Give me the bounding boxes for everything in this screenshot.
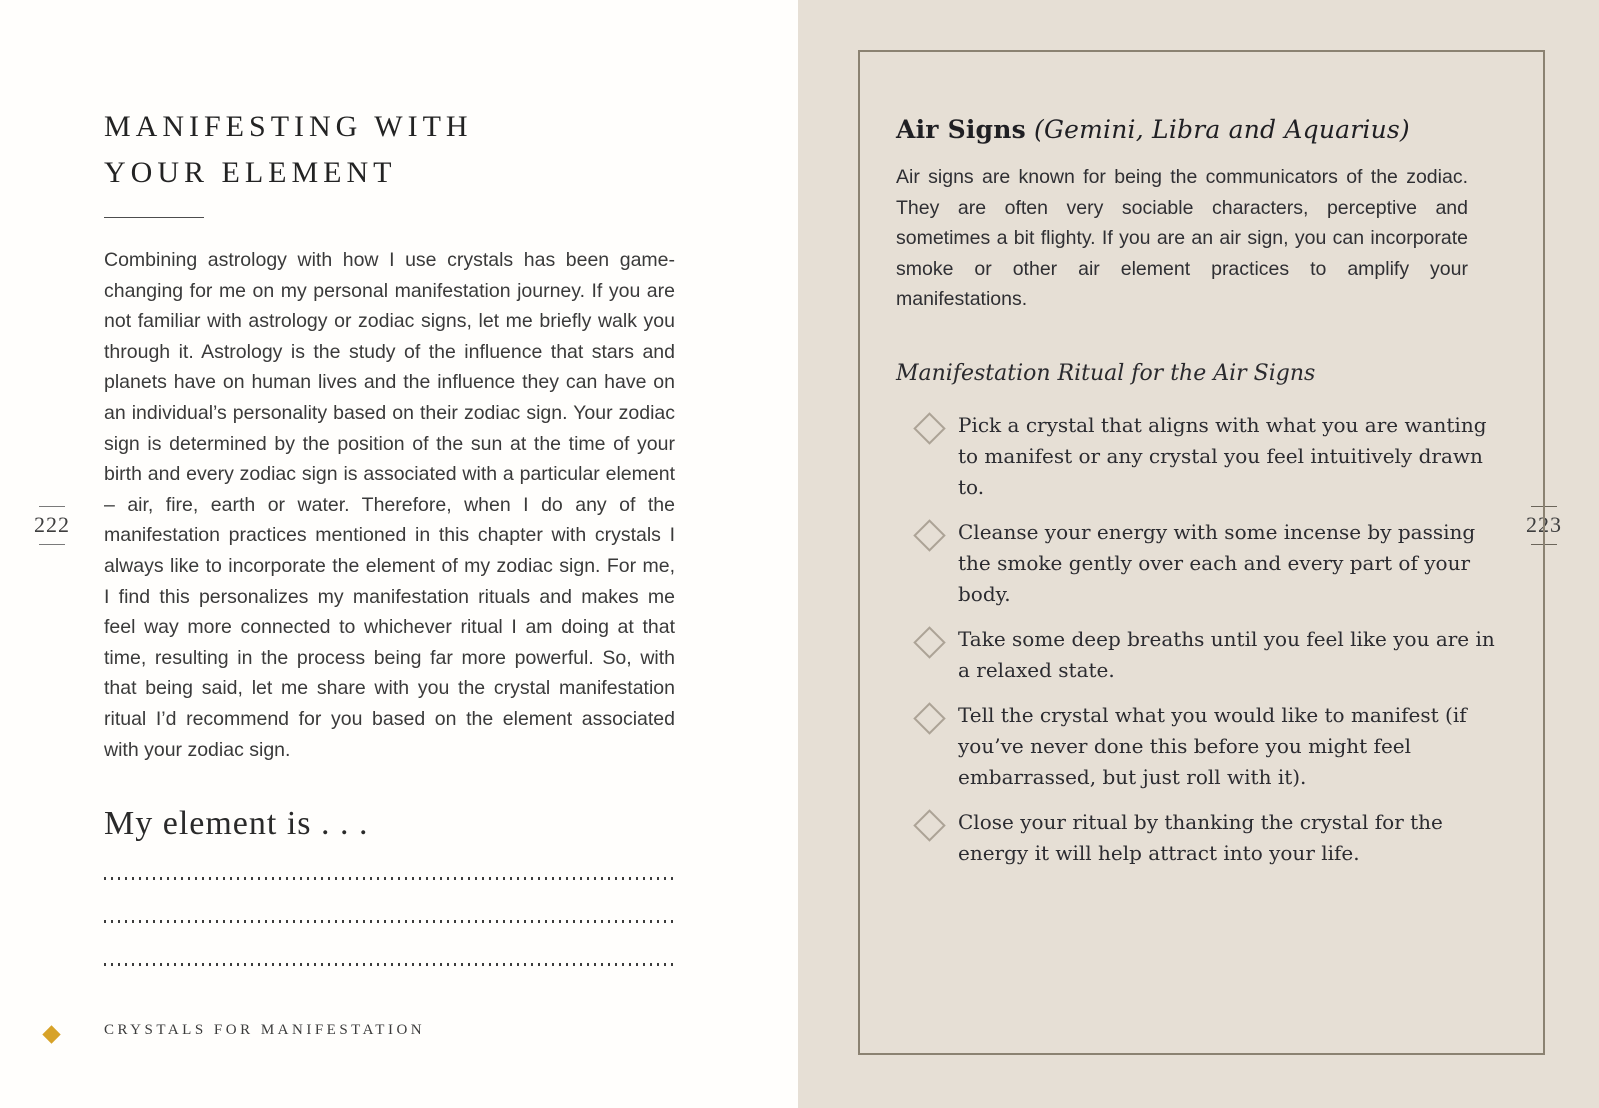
chapter-title <box>104 104 675 196</box>
right-page <box>798 0 1599 1108</box>
ritual-step-text: Pick a crystal that aligns with what you are wanting to manifest or any crystal you feel intuitively drawn to. <box>958 412 1487 499</box>
diamond-bullet-icon <box>896 807 958 837</box>
diamond-bullet-icon <box>896 517 958 547</box>
ritual-step <box>896 700 1503 793</box>
writing-line-1 <box>104 877 675 880</box>
page-number-value: 223 <box>1526 512 1562 537</box>
page-number-left <box>30 506 74 545</box>
air-signs-box <box>858 50 1545 1055</box>
ritual-step-text: Cleanse your energy with some incense by passing the smoke gently over each and every part of your body. <box>958 519 1476 606</box>
gold-diamond-icon <box>42 1025 60 1043</box>
ritual-step-text: Tell the crystal what you would like to manifest (if you’ve never done this before you might feel embarrassed, but just roll with it). <box>958 702 1467 789</box>
air-signs-intro: Air signs are known for being the communicators of the zodiac. They are often very sociable characters, perceptive and sometimes a bit flighty. If you are an air sign, you can incorporate smoke or other air element practices to amplify your manifestations. <box>896 166 1468 311</box>
diamond-bullet-icon <box>896 410 958 440</box>
air-signs-heading-bold: Air Signs <box>896 115 1026 144</box>
diamond-bullet-icon <box>896 700 958 730</box>
title-rule-divider <box>104 217 204 218</box>
ritual-step <box>896 517 1503 610</box>
running-footer-text: CRYSTALS FOR MANIFESTATION <box>104 1022 426 1038</box>
page-number-rule-bottom <box>39 544 65 545</box>
page-number-value: 222 <box>34 512 70 537</box>
chapter-title-line1: MANIFESTING WITH <box>104 110 473 143</box>
ritual-subheading: Manifestation Ritual for the Air Signs <box>896 360 1316 386</box>
ritual-step-text: Take some deep breaths until you feel like you are in a relaxed state. <box>958 626 1495 682</box>
running-footer <box>104 1022 425 1039</box>
ritual-step <box>896 410 1503 503</box>
prompt-heading: My element is . . . <box>104 805 369 843</box>
writing-line-3 <box>104 963 675 966</box>
ritual-step <box>896 807 1503 869</box>
air-signs-heading <box>896 115 1503 144</box>
left-page-content <box>104 0 675 966</box>
left-page <box>0 0 798 1108</box>
air-signs-heading-italic: (Gemini, Libra and Aquarius) <box>1034 115 1410 144</box>
diamond-bullet-icon <box>896 624 958 654</box>
ritual-step-text: Close your ritual by thanking the crystal for the energy it will help attract into your life. <box>958 809 1443 865</box>
chapter-title-line2: YOUR ELEMENT <box>104 156 397 189</box>
ritual-step <box>896 624 1503 686</box>
chapter-body-paragraph: Combining astrology with how I use crystals has been game-changing for me on my personal manifestation journey. If you are not familiar with astrology or zodiac signs, let me briefly walk you through it. Astrology is the study of the influence that stars and planets have on human lives and the influence they can have on an individual’s personality based on their zodiac sign. Your zodiac sign is determined by the position of the sun at the time of your birth and every zodiac sign is associated with a particular element – air, fire, earth or water. Therefore, when I do any of the manifestation practices mentioned in this chapter with crystals I always like to incorporate the element of my zodiac sign. For me, I find this personalizes my manifestation rituals and makes me feel way more connected to whichever ritual I am doing at that time, resulting in the process being far more powerful. So, with that being said, let me share with you the crystal manifestation ritual I’d recommend for you based on the element associated with your zodiac sign. <box>104 249 675 761</box>
ritual-step-list <box>896 410 1503 869</box>
writing-line-2 <box>104 920 675 923</box>
